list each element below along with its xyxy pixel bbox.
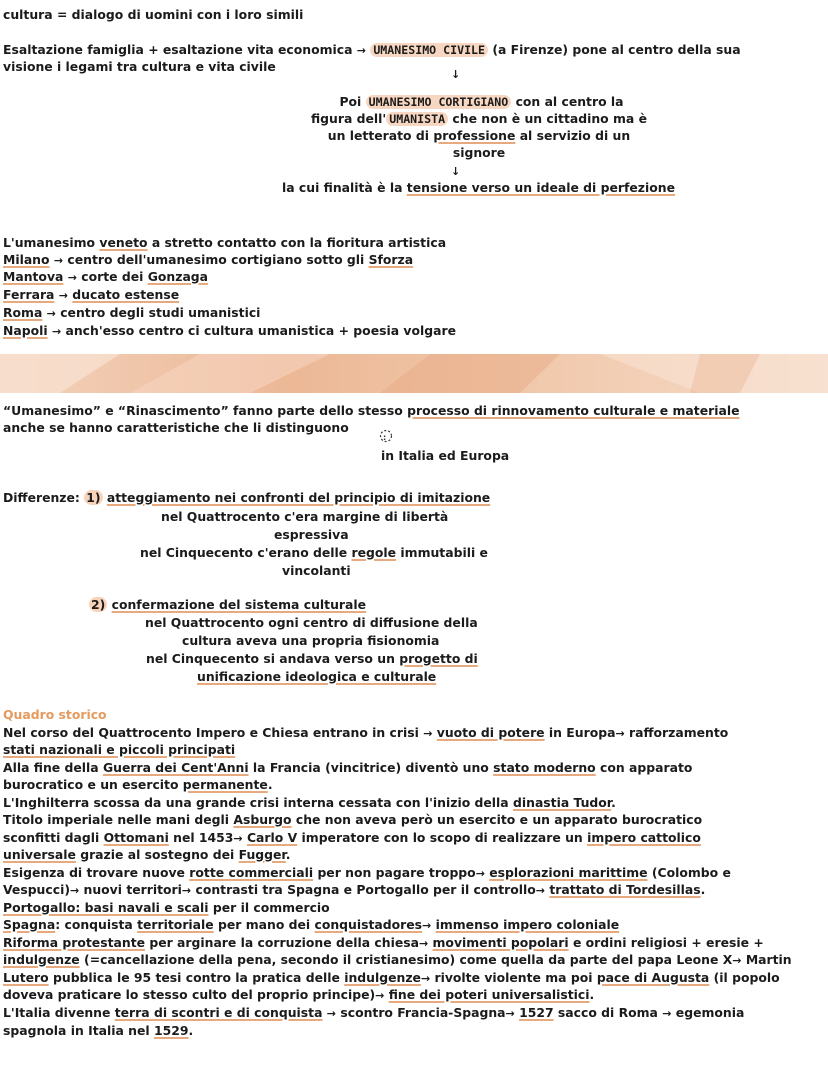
text: nel Quattrocento c'era margine di libertà — [161, 509, 449, 524]
line-napoli — [3, 323, 456, 340]
underlined-text: Fugger — [238, 847, 286, 862]
text: nel Cinquecento c'erano delle — [140, 545, 348, 560]
line-d1-e — [282, 563, 351, 579]
text: Martin — [745, 952, 792, 967]
text: imperatore con lo scopo di realizzare un — [301, 830, 583, 845]
text: figura dell' — [311, 111, 387, 126]
heading-text: Quadro storico — [3, 707, 107, 722]
line-g1 — [3, 917, 619, 934]
text: . — [700, 882, 706, 897]
arrow-icon: → — [423, 727, 433, 740]
text: Nel corso del Quattrocento Impero e Chiesa entrano in crisi — [3, 725, 419, 740]
line-i2 — [3, 1023, 193, 1039]
text: vincolanti — [282, 563, 351, 578]
label: Differenze: — [3, 490, 80, 505]
underlined-text: Asburgo — [233, 812, 292, 827]
line-differenze-1 — [3, 490, 490, 506]
city-label: Napoli — [3, 323, 48, 338]
line-d1-c — [274, 527, 349, 543]
down-arrow-icon — [451, 66, 460, 83]
underlined-text: tensione verso un ideale di perfezione — [406, 180, 675, 195]
underlined-text: confermazione del sistema culturale — [111, 597, 367, 612]
decorative-banner — [0, 354, 828, 393]
underlined-text: atteggiamento nei confronti del principio di imitazione — [106, 490, 491, 505]
underlined-text: 1527 — [519, 1005, 554, 1020]
arrow-icon: → — [375, 989, 385, 1002]
underlined-text: permanente — [182, 777, 268, 792]
text: che non è un cittadino ma è — [452, 111, 647, 126]
underlined-text: Spagna — [3, 917, 56, 932]
text: Alla fine della — [3, 760, 99, 775]
underlined-text: Gonzaga — [147, 269, 209, 284]
line-b1 — [3, 760, 692, 776]
text: per arginare la corruzione della chiesa — [149, 935, 419, 950]
sparkle-svg — [378, 428, 394, 444]
line-d2-b — [145, 615, 478, 631]
line-veneto — [3, 235, 446, 251]
city-label: Roma — [3, 305, 43, 320]
text: “Umanesimo” e “Rinascimento” fanno parte dello stesso — [3, 403, 403, 418]
arrow-icon: → — [51, 325, 62, 338]
text: doveva praticare lo stesso culto del proprio principe) — [3, 987, 376, 1002]
underlined-text: vuoto di potere — [436, 725, 545, 740]
highlight-umanesimo-cortigiano: UMANESIMO CORTIGIANO — [366, 95, 512, 109]
underlined-text: Guerra dei Cent'Anni — [102, 760, 249, 775]
line-visione — [3, 59, 276, 75]
underlined-text: immenso impero coloniale — [435, 917, 620, 932]
number-badge: 1) — [86, 490, 101, 505]
line-a2 — [3, 742, 235, 758]
text: corte dei — [81, 269, 144, 284]
text: a stretto contatto con la fioritura artistica — [151, 235, 447, 250]
arrow-icon: → — [422, 919, 432, 932]
text: per il commercio — [212, 900, 330, 915]
line-a1 — [3, 725, 728, 742]
underlined-text: Lutero — [3, 970, 49, 985]
text: nel 1453 — [173, 830, 234, 845]
line-h3 — [3, 970, 780, 987]
line-f1 — [3, 900, 330, 916]
text: nuovi territori — [83, 882, 182, 897]
underlined-text: Carlo V — [246, 830, 298, 845]
down-arrow: ↓ — [451, 68, 461, 81]
underlined-text: 1529 — [153, 1023, 189, 1038]
text: (il popolo — [713, 970, 780, 985]
line-d1 — [3, 812, 702, 828]
text: rivolte violente ma poi — [434, 970, 593, 985]
arrow-icon: → — [326, 1007, 337, 1020]
text: . — [611, 795, 616, 810]
line-e2 — [3, 882, 705, 899]
text: . — [285, 847, 291, 862]
underlined-text: trattato di Tordesillas — [549, 882, 701, 897]
text: Vespucci) — [3, 882, 70, 897]
line-signore — [0, 145, 828, 161]
arrow-icon: → — [535, 884, 545, 897]
line-d2-a — [89, 597, 366, 613]
down-arrow: ↓ — [451, 165, 461, 178]
heading-quadro-storico — [3, 707, 107, 723]
underlined-text: unificazione ideologica e culturale — [197, 669, 437, 684]
line-d2 — [3, 830, 701, 847]
text: cultura = dialogo di uomini con i loro simili — [3, 7, 304, 22]
text: : conquista — [55, 917, 133, 932]
line-h4 — [3, 987, 594, 1004]
underlined-text: Sforza — [368, 252, 414, 267]
city-label: Mantova — [3, 269, 64, 284]
line-cultura — [3, 7, 303, 23]
line-d3 — [3, 847, 290, 863]
underlined-text: ducato estense — [72, 287, 180, 302]
text: Poi — [339, 94, 362, 109]
underlined-text: dinastia Tudor — [513, 795, 612, 810]
text: in Europa — [548, 725, 616, 740]
line-ferrara — [3, 287, 179, 304]
line-d1-d — [140, 545, 488, 561]
text: signore — [452, 145, 506, 160]
arrow-icon: → — [475, 867, 485, 880]
text: e ordini religiosi + eresie + — [572, 935, 764, 950]
line-d2-e — [197, 669, 436, 685]
line-esaltazione — [3, 42, 741, 59]
underlined-text: Portogallo: basi navali e scali — [3, 900, 209, 915]
text: Esigenza di trovare nuove — [3, 865, 185, 880]
arrow-icon: → — [181, 884, 192, 897]
text: anch'esso centro ci cultura umanistica + poesia volgare — [65, 323, 456, 338]
banner-graphic — [0, 354, 828, 393]
line-b2 — [3, 777, 273, 793]
underlined-text: fine dei poteri universalistici — [388, 987, 590, 1002]
text: contrasti tra Spagna e Portogallo per il controllo — [195, 882, 536, 897]
text: rafforzamento — [629, 725, 729, 740]
text: immutabili e — [400, 545, 488, 560]
text: un letterato di — [327, 128, 429, 143]
arrow-icon: → — [69, 884, 80, 897]
line-finalita — [282, 180, 675, 196]
arrow-icon: → — [67, 271, 77, 284]
underlined-text: stati nazionali e piccoli principati — [3, 742, 236, 757]
text: sconfitti dagli — [3, 830, 100, 845]
text: (a Firenze) pone al centro della sua — [492, 42, 741, 57]
text: con apparato — [600, 760, 693, 775]
text: nel Quattrocento ogni centro di diffusione della — [145, 615, 478, 630]
arrow-icon: → — [58, 289, 68, 302]
arrow-icon: → — [615, 727, 625, 740]
arrow-icon: → — [505, 1007, 515, 1020]
underlined-text: indulgenze — [3, 952, 80, 967]
line-mantova — [3, 269, 208, 286]
line-figura — [0, 111, 828, 127]
text: L'Italia divenne — [3, 1005, 111, 1020]
line-cortigiano — [0, 94, 828, 110]
city-label: Milano — [3, 252, 50, 267]
text: per non pagare troppo — [317, 865, 476, 880]
line-i1 — [3, 1005, 744, 1022]
underlined-text: territoriale — [137, 917, 214, 932]
arrow-icon: → — [420, 972, 431, 985]
line-letterato — [0, 128, 828, 144]
underlined-text: professione — [433, 128, 516, 143]
text: sacco di Roma — [557, 1005, 658, 1020]
underlined-text: movimenti popolari — [432, 935, 569, 950]
underlined-text: indulgenze — [344, 970, 421, 985]
line-milano — [3, 252, 413, 269]
arrow-icon: → — [418, 937, 429, 950]
text: (Colombo e — [651, 865, 731, 880]
text: in Italia ed Europa — [381, 448, 510, 463]
text: cultura aveva una propria fisionomia — [182, 633, 440, 648]
text: egemonia — [675, 1005, 745, 1020]
line-d2-d — [146, 651, 478, 667]
highlight-umanesimo-civile: UMANESIMO CIVILE — [370, 43, 488, 57]
number-badge: 2) — [91, 597, 106, 612]
underlined-text: conquistadores — [314, 917, 423, 932]
text: con al centro la — [515, 94, 624, 109]
arrow-icon: → — [233, 832, 243, 845]
text: burocratico e un esercito — [3, 777, 179, 792]
line-h2 — [3, 952, 792, 969]
text: pubblica le 95 tesi contro la pratica delle — [53, 970, 340, 985]
line-italia-europa — [381, 448, 509, 464]
underlined-text: pace di Augusta — [596, 970, 710, 985]
svg-text::: : — [383, 433, 387, 442]
underlined-text: universale — [3, 847, 76, 862]
text: la cui finalità è la — [282, 180, 403, 195]
arrow-icon: → — [53, 254, 64, 267]
underlined-text: rotte commerciali — [189, 865, 314, 880]
text: visione i legami tra cultura e vita civile — [3, 59, 276, 74]
text: Titolo imperiale nelle mani degli — [3, 812, 230, 827]
text: . — [589, 987, 595, 1002]
underlined-text: progetto di — [399, 651, 478, 666]
underlined-text: Riforma protestante — [3, 935, 146, 950]
text: Esaltazione famiglia + esaltazione vita economica — [3, 42, 353, 57]
sparkle-icon — [378, 428, 394, 448]
text: scontro Francia-Spagna — [340, 1005, 506, 1020]
text: anche se hanno caratteristiche che li distinguono — [3, 420, 349, 435]
line-d2-c — [182, 633, 439, 649]
text: al servizio di un — [519, 128, 631, 143]
line-roma — [3, 305, 260, 322]
text: la Francia (vincitrice) diventò uno — [252, 760, 489, 775]
text: centro dell'umanesimo cortigiano sotto gli — [67, 252, 365, 267]
underlined-text: regole — [351, 545, 397, 560]
text: . — [188, 1023, 194, 1038]
down-arrow-icon-2 — [451, 163, 460, 180]
text: che non aveva però un esercito e un apparato burocratico — [295, 812, 703, 827]
highlight-umanista: UMANISTA — [386, 112, 448, 126]
underlined-text: veneto — [99, 235, 148, 250]
line-caratteristiche — [3, 420, 349, 436]
text: centro degli studi umanistici — [60, 305, 261, 320]
underlined-text: terra di scontri e di conquista — [114, 1005, 323, 1020]
arrow-icon: → — [46, 307, 56, 320]
arrow-icon: → — [732, 954, 742, 967]
text: per mano dei — [218, 917, 311, 932]
arrow-icon: → — [356, 44, 366, 57]
text: L'umanesimo — [3, 235, 96, 250]
text: spagnola in Italia nel — [3, 1023, 150, 1038]
line-e1 — [3, 865, 731, 882]
underlined-text: processo di rinnovamento culturale e materiale — [407, 403, 740, 418]
text: nel Cinquecento si andava verso un — [146, 651, 395, 666]
underlined-text: esplorazioni marittime — [489, 865, 648, 880]
text: L'Inghilterra scossa da una grande crisi interna cessata con l'inizio della — [3, 795, 509, 810]
underlined-text: stato moderno — [493, 760, 596, 775]
line-h1 — [3, 935, 764, 952]
underlined-text: Ottomani — [103, 830, 169, 845]
line-c1 — [3, 795, 616, 811]
arrow-icon: → — [662, 1007, 672, 1020]
line-d1-b — [161, 509, 448, 525]
line-umanesimo-rinascimento — [3, 403, 740, 419]
text: . — [267, 777, 273, 792]
text: (=cancellazione della pena, secondo il cristianesimo) come quella da parte del papa Leone X — [84, 952, 733, 967]
underlined-text: impero cattolico — [587, 830, 701, 845]
city-label: Ferrara — [3, 287, 55, 302]
text: grazie al sostegno dei — [80, 847, 235, 862]
text: espressiva — [274, 527, 349, 542]
